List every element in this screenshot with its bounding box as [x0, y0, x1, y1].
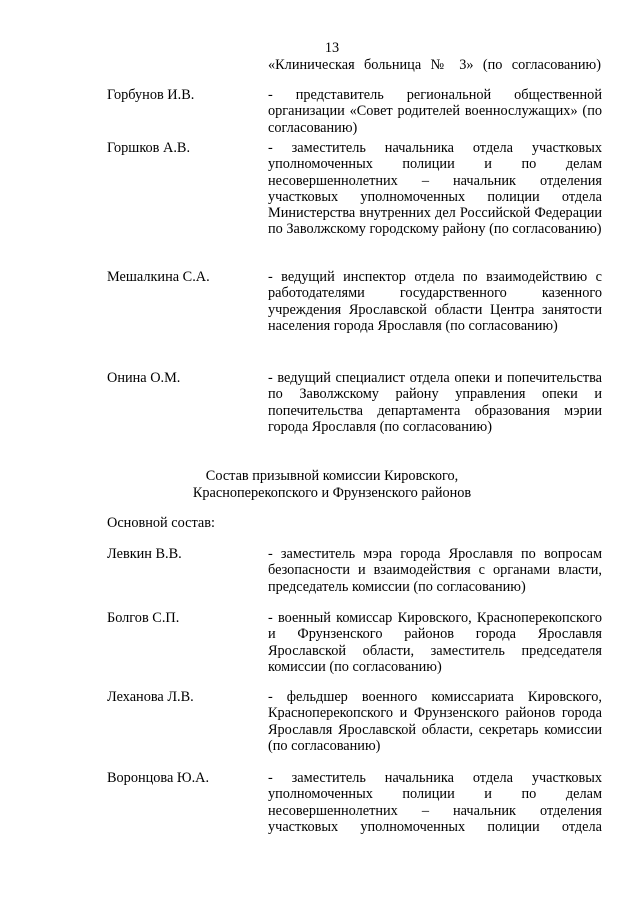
member-role: - ведущий специалист отдела опеки и попечительства по Заволжскому району управления опеки и попечительства департамента образования мэрии города Ярославля (по согласованию) — [268, 370, 602, 435]
member-name: Левкин В.В. — [107, 546, 182, 562]
member-role: - представитель региональной общественной организации «Совет родителей военнослужащих» (по согласованию) — [268, 87, 602, 136]
member-role: - заместитель начальника отдела участковых уполномоченных полиции и по делам несовершеннолетних – начальник отделения участковых уполномоченных полиции отдела — [268, 770, 602, 835]
member-role: - военный комиссар Кировского, Красноперекопского и Фрунзенского районов города Ярославля Ярославской области, заместитель председателя комиссии (по согласованию) — [268, 610, 602, 675]
member-name: Леханова Л.В. — [107, 689, 194, 705]
member-role: - заместитель мэра города Ярославля по вопросам безопасности и взаимодействия с органами власти, председатель комиссии (по согласованию) — [268, 546, 602, 595]
member-name: Мешалкина С.А. — [107, 269, 210, 285]
section-title-line2: Красноперекопского и Фрунзенского районов — [192, 485, 472, 501]
member-name: Горбунов И.В. — [107, 87, 195, 103]
member-name: Онина О.М. — [107, 370, 181, 386]
page-number: 13 — [324, 40, 340, 56]
section-title-line1: Состав призывной комиссии Кировского, — [205, 468, 459, 484]
member-name: Воронцова Ю.А. — [107, 770, 210, 786]
carryover-text: «Клиническая больница № 3» (по согласованию) — [268, 57, 601, 73]
member-name: Горшков А.В. — [107, 140, 191, 156]
member-role: - ведущий инспектор отдела по взаимодействию с работодателями государственного казенного учреждения Ярославской области Центра занятости населения города Ярославля (по согласованию) — [268, 269, 602, 334]
member-name: Болгов С.П. — [107, 610, 180, 626]
member-role: - заместитель начальника отдела участковых уполномоченных полиции и по делам несовершеннолетних – начальник отделения участковых уполномоченных полиции отдела Министерства внутренних дел Российской Федерации по Заволжскому городскому району (по согласованию) — [268, 140, 602, 238]
member-role: - фельдшер военного комиссариата Кировского, Красноперекопского и Фрунзенского районов города Ярославля Ярославской области, секретарь комиссии (по согласованию) — [268, 689, 602, 754]
subheading: Основной состав: — [107, 515, 215, 531]
